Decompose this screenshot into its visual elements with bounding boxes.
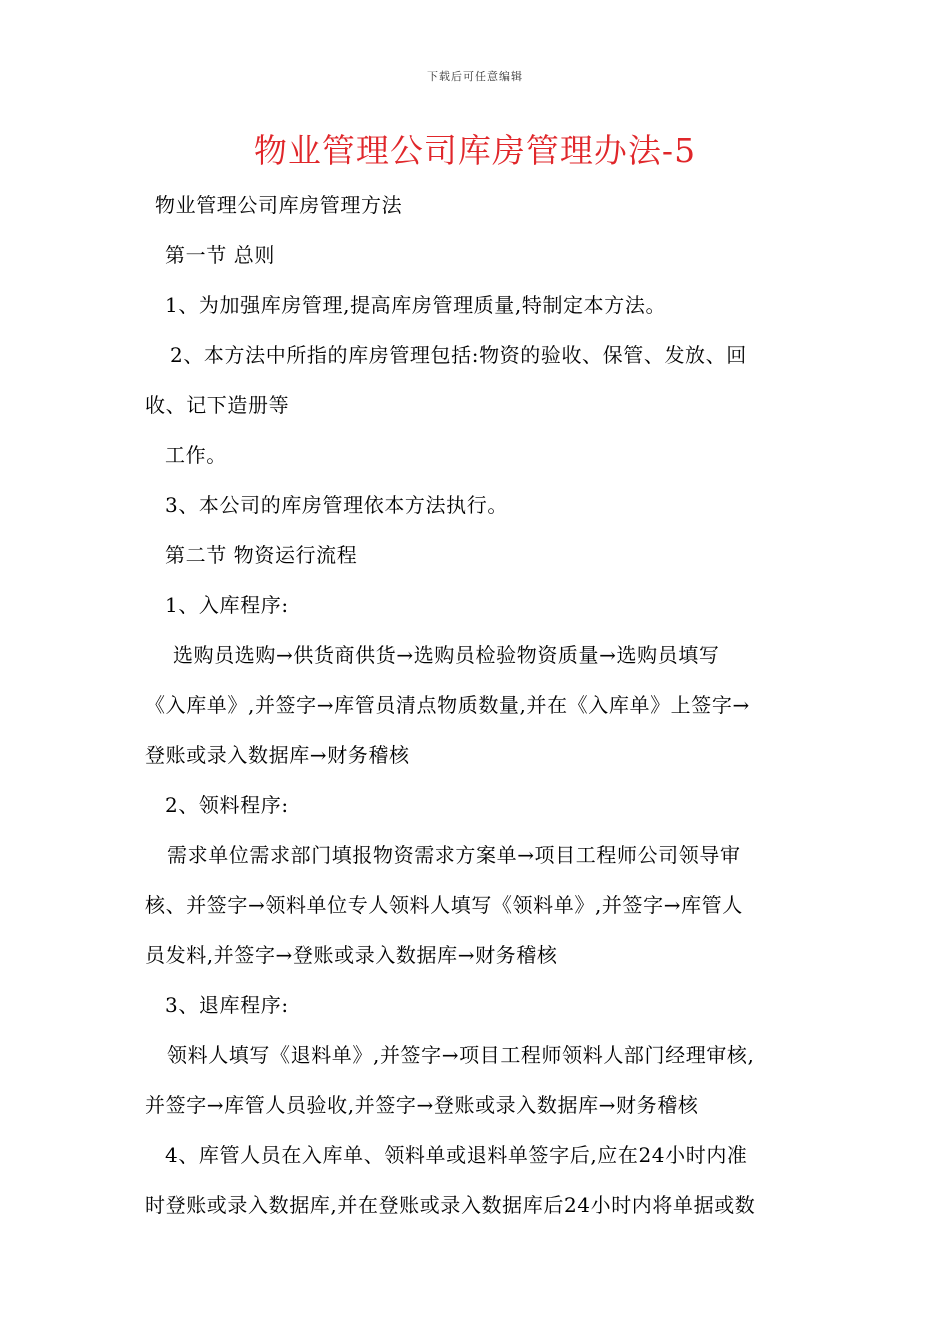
- paragraph-line: 并签字→库管人员验收,并签字→登账或录入数据库→财务稽核: [145, 1093, 699, 1117]
- paragraph-line: 选购员选购→供货商供货→选购员检验物资质量→选购员填写: [173, 643, 720, 667]
- paragraph-line: 《入库单》,并签字→库管员清点物质数量,并在《入库单》上签字→: [145, 693, 750, 717]
- paragraph-line: 登账或录入数据库→财务稽核: [145, 743, 410, 767]
- paragraph-line: 3、退库程序:: [165, 993, 289, 1017]
- paragraph-line: 员发料,并签字→登账或录入数据库→财务稽核: [145, 943, 558, 967]
- paragraph-line: 2、本方法中所指的库房管理包括:物资的验收、保管、发放、回: [170, 343, 747, 367]
- paragraph-line: 3、本公司的库房管理依本方法执行。: [165, 493, 508, 517]
- paragraph-line: 2、领料程序:: [165, 793, 289, 817]
- document-title: 物业管理公司库房管理办法-5: [253, 131, 697, 170]
- section-heading: 第一节 总则: [165, 243, 275, 267]
- paragraph-line: 收、记下造册等: [145, 393, 290, 417]
- paragraph-line: 1、为加强库房管理,提高库房管理质量,特制定本方法。: [165, 293, 667, 317]
- paragraph-line: 4、库管人员在入库单、领料单或退料单签字后,应在24小时内准: [165, 1143, 748, 1167]
- paragraph-line: 核、并签字→领料单位专人领料人填写《领料单》,并签字→库管人: [145, 893, 743, 917]
- paragraph-line: 领料人填写《退料单》,并签字→项目工程师领料人部门经理审核,: [167, 1043, 755, 1067]
- paragraph-line: 需求单位需求部门填报物资需求方案单→项目工程师公司领导审: [167, 843, 741, 867]
- paragraph-line: 物业管理公司库房管理方法: [155, 193, 403, 217]
- section-heading: 第二节 物资运行流程: [165, 543, 358, 567]
- paragraph-line: 时登账或录入数据库,并在登账或录入数据库后24小时内将单据或数: [145, 1193, 756, 1217]
- header-note: 下载后可任意编辑: [427, 70, 523, 83]
- document-body: [145, 180, 807, 1230]
- paragraph-line: 1、入库程序:: [165, 593, 289, 617]
- paragraph-line: 工作。: [165, 443, 227, 467]
